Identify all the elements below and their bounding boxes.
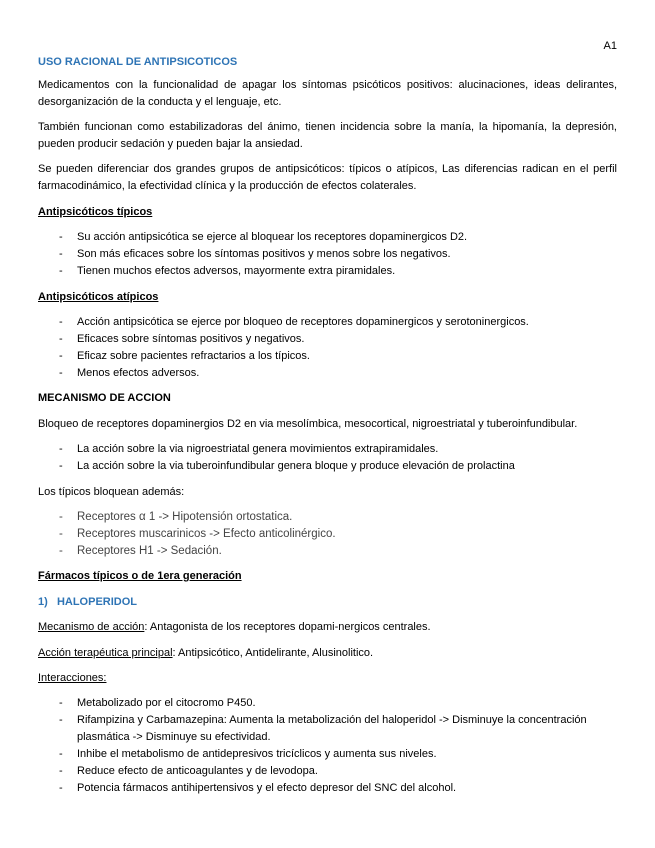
list-item: - Receptores H1 -> Sedación. (38, 543, 617, 560)
list-item: - Receptores muscarinicos -> Efecto anticolinérgico. (38, 526, 617, 543)
list-item: - Potencia fármacos antihipertensivos y el efecto depresor del SNC del alcohol. (38, 780, 617, 797)
drugs-heading: Fármacos típicos o de 1era generación (38, 570, 242, 582)
therapeutic-action-value: : Antipsicótico, Antidelirante, Alusinolitico. (172, 647, 374, 659)
mechanism-value: : Antagonista de los receptores dopami-nergicos centrales. (144, 621, 431, 633)
list-item: - Eficaz sobre pacientes refractarios a los típicos. (38, 348, 617, 365)
atypical-heading: Antipsicóticos atípicos (38, 291, 159, 303)
intro-paragraph-2: También funcionan como estabilizadoras del ánimo, tienen incidencia sobre la manía, la hipomanía, la depresión, pueden producir sedación y pueden bajar la ansiedad. (38, 121, 617, 150)
list-item: - Rifampizina y Carbamazepina: Aumenta la metabolización del haloperidol -> Disminuye la concentración plasmática -> Disminuye su efectividad. (38, 712, 617, 746)
typical-list (38, 229, 617, 280)
list-item: - Tienen muchos efectos adversos, mayormente extra piramidales. (38, 263, 617, 280)
atypical-list (38, 314, 617, 382)
interactions-label: Interacciones: (38, 672, 107, 684)
therapeutic-action-label: Acción terapéutica principal (38, 647, 173, 659)
list-item: - La acción sobre la via tuberoinfundibular genera bloque y produce elevación de prolactina (38, 458, 617, 475)
therapeutic-action-line (38, 645, 617, 662)
list-item: - Son más eficaces sobre los síntomas positivos y menos sobre los negativos. (38, 246, 617, 263)
list-item: - Metabolizado por el citocromo P450. (38, 695, 617, 712)
list-item: - Reduce efecto de anticoagulantes y de levodopa. (38, 763, 617, 780)
intro-paragraph-3: Se pueden diferenciar dos grandes grupos de antipsicóticos: típicos o atípicos, Las diferencias radican en el perfil farmacodinámico, la efectividad clínica y la producción de efectos colaterales. (38, 163, 617, 192)
list-item: - Receptores α 1 -> Hipotensión ortostatica. (38, 509, 617, 526)
list-item: - Acción antipsicótica se ejerce por bloqueo de receptores dopaminergicos y serotoninergicos. (38, 314, 617, 331)
mechanism-of-action-line (38, 619, 617, 636)
mechanism-text: Bloqueo de receptores dopaminergios D2 en via mesolímbica, mesocortical, nigroestriatal y tuberoinfundibular. (38, 418, 578, 430)
mechanism-label: Mecanismo de acción (38, 621, 145, 633)
list-item: - Inhibe el metabolismo de antidepresivos tricíclicos y aumenta sus niveles. (38, 746, 617, 763)
mechanism-heading: MECANISMO DE ACCION (38, 392, 171, 404)
blocks-intro: Los típicos bloquean además: (38, 486, 185, 498)
list-item: - Menos efectos adversos. (38, 365, 617, 382)
mechanism-list (38, 441, 617, 475)
list-item: - Eficaces sobre síntomas positivos y negativos. (38, 331, 617, 348)
typical-heading: Antipsicóticos típicos (38, 206, 153, 218)
document-title: USO RACIONAL DE ANTIPSICOTICOS (38, 56, 238, 68)
interactions-list (38, 695, 617, 797)
receptor-list (38, 509, 617, 560)
list-item: - La acción sobre la via nigroestriatal genera movimientos extrapiramidales. (38, 441, 617, 458)
page-number: A1 (603, 40, 617, 52)
intro-paragraph-1: Medicamentos con la funcionalidad de apagar los síntomas psicóticos positivos: alucinaciones, ideas delirantes, desorganización de la conducta y el lenguaje, etc. (38, 79, 617, 108)
haloperidol-heading: 1) HALOPERIDOL (38, 596, 138, 608)
list-item: - Su acción antipsicótica se ejerce al bloquear los receptores dopaminergicos D2. (38, 229, 617, 246)
